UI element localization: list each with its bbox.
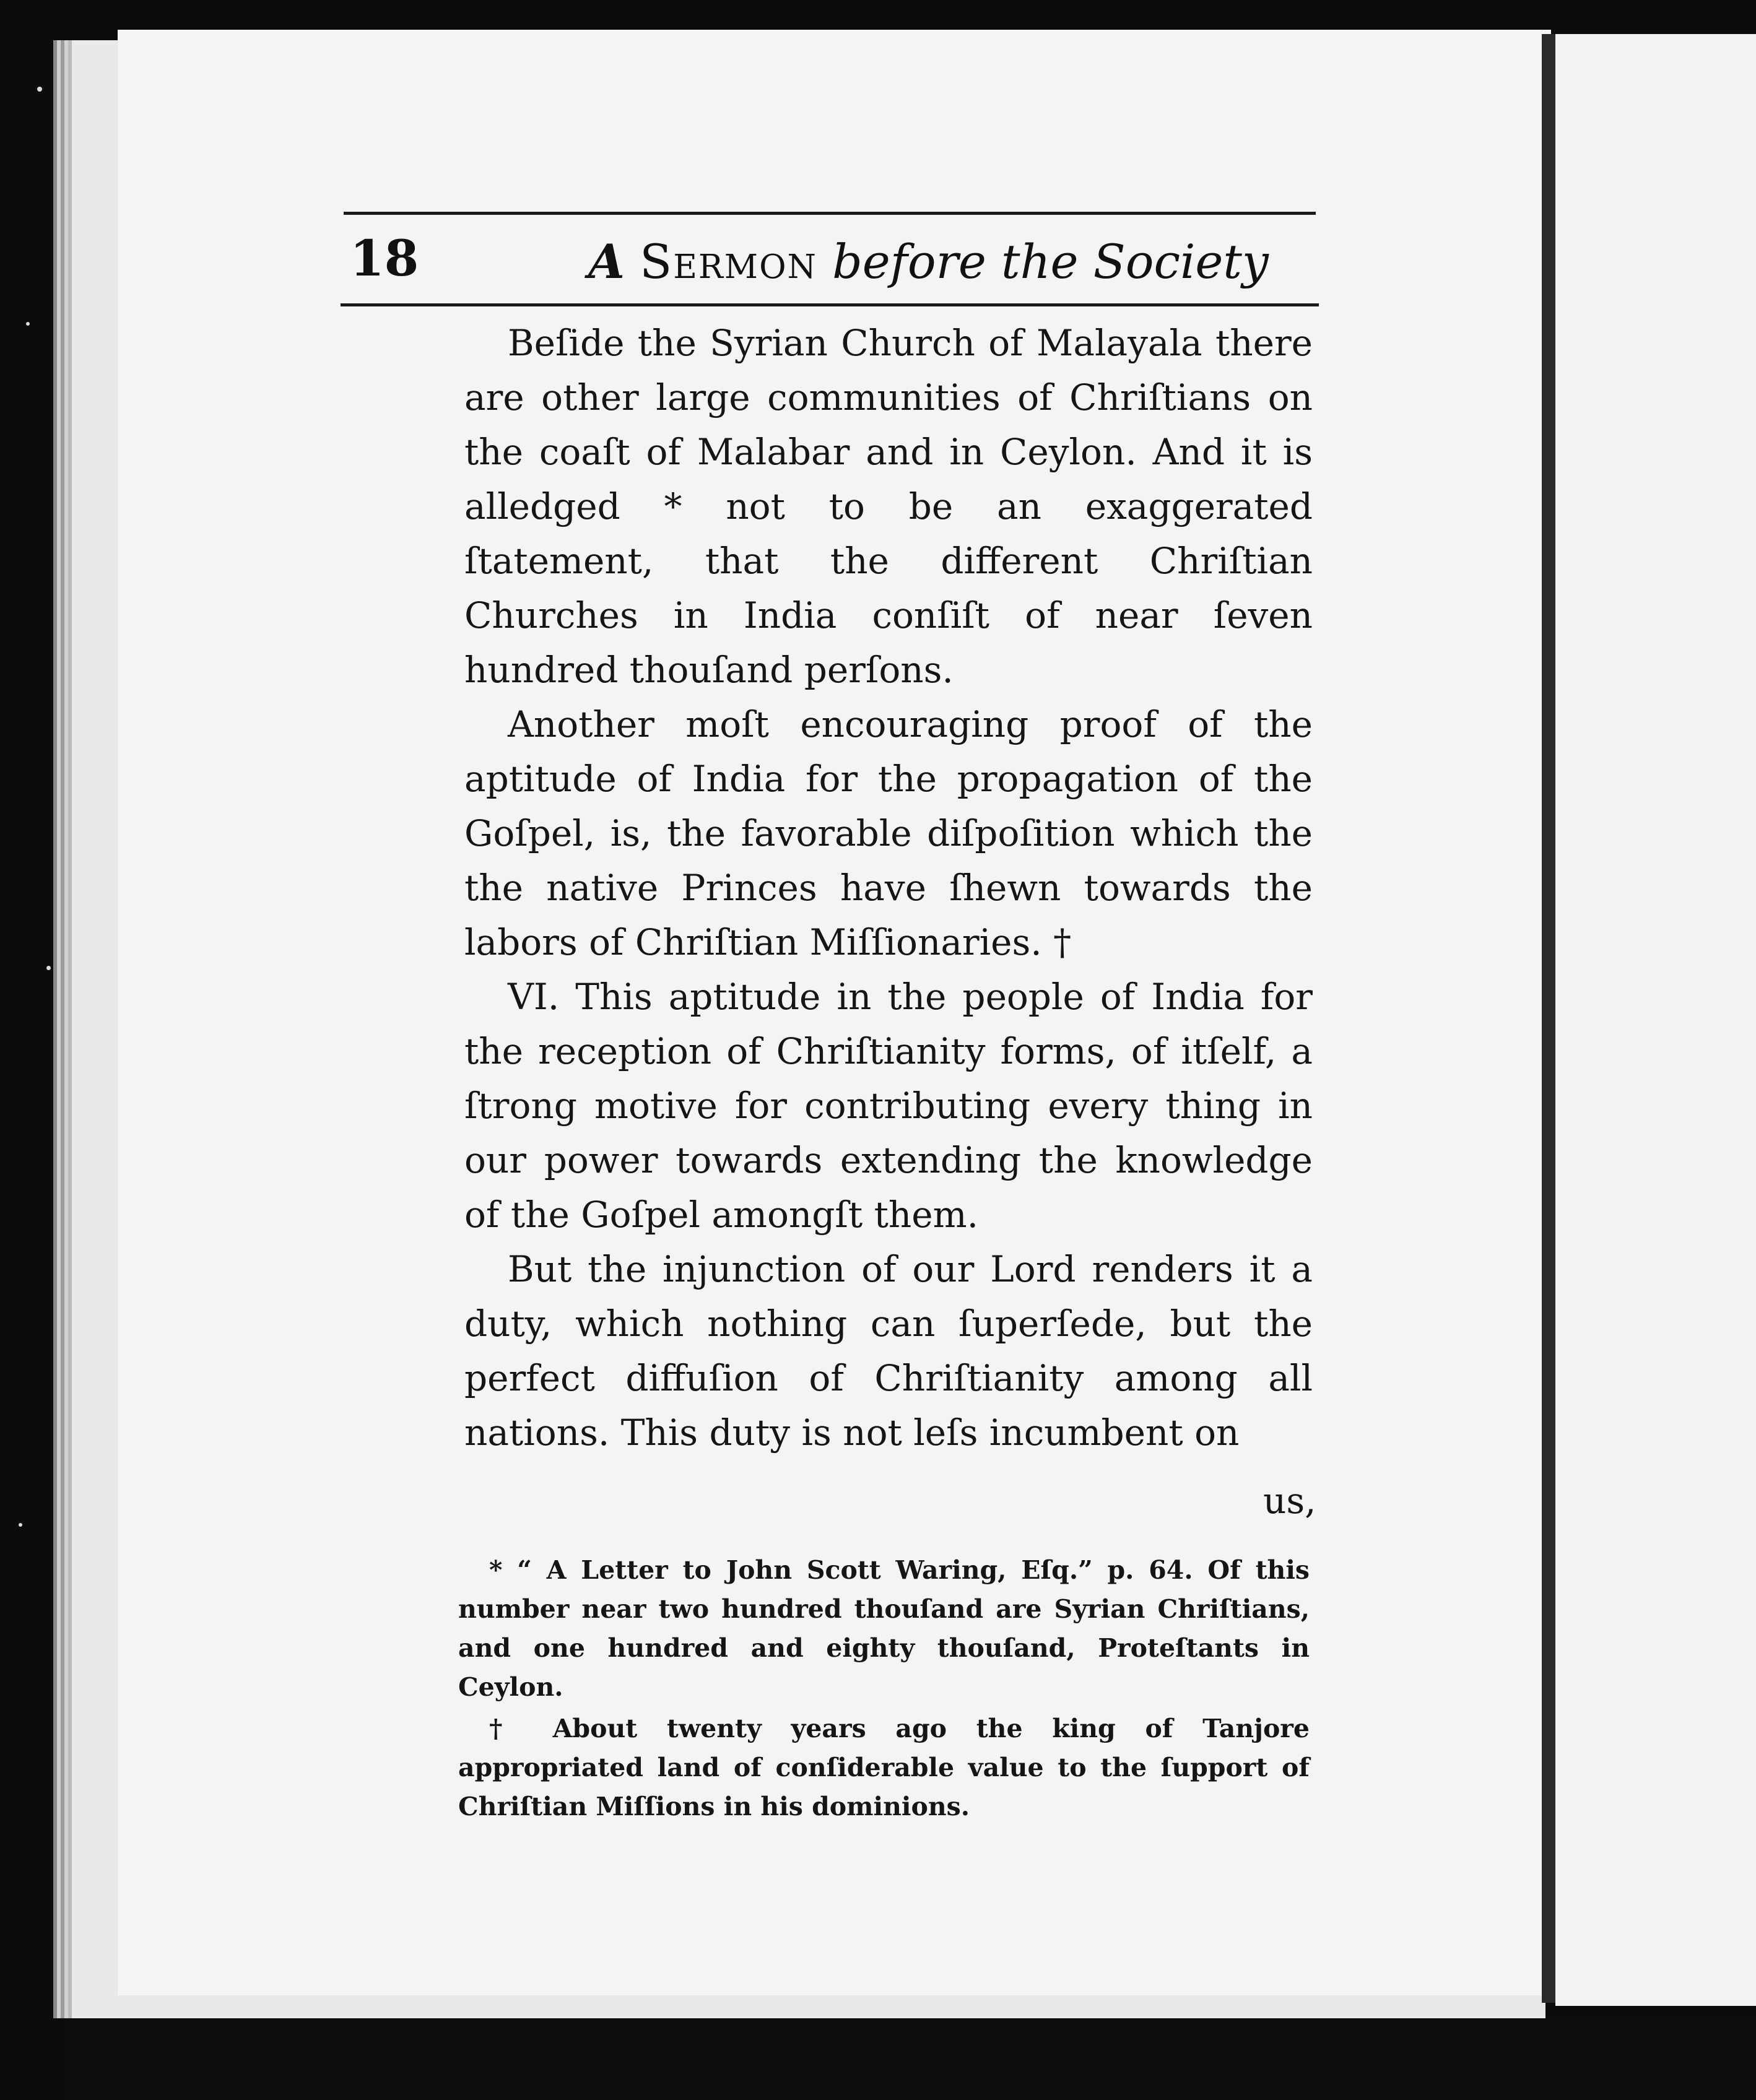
body-text	[464, 316, 1313, 1460]
paragraph: Another moſt encouraging proof of the aptitude of India for the propagation of the Goſpel, is, the favorable diſpoſition which the the native Princes have ſhewn towards the labors of Chriſtian Miſſionaries. †	[464, 703, 1313, 963]
dust-speck	[19, 1523, 22, 1527]
paragraph: VI. This aptitude in the people of India for the reception of Chriſtianity forms, of itſelf, a ſtrong motive for contributing every thing in our power towards extending the knowledge of the Goſpel amongſt them.	[464, 976, 1313, 1236]
facing-page	[1555, 34, 1756, 2006]
footnote: * “ A Letter to John Scott Waring, Eſq.” p. 64. Of this number near two hundred thouſand are Syrian Chriſtians, and one hundred and eighty thouſand, Proteſtants in Ceylon.	[458, 1555, 1310, 1702]
dust-speck	[37, 87, 42, 92]
running-head-article: A	[588, 234, 625, 289]
dust-speck	[46, 966, 51, 970]
book-gutter	[1542, 34, 1555, 2003]
paragraph: But the injunction of our Lord renders it a duty, which nothing can ſuperſede, but the perfect diffuſion of Chriſtianity among all nations. This duty is not leſs incumbent on	[464, 1248, 1313, 1454]
bottom-shadow	[68, 2020, 1756, 2100]
footnotes	[458, 1551, 1310, 1829]
dust-speck	[26, 322, 30, 326]
catchword: us,	[1263, 1480, 1316, 1522]
running-head-rest: before the Society	[832, 234, 1269, 289]
header-rule-top	[344, 212, 1316, 215]
page-number: 18	[350, 229, 419, 287]
footnote: † About twenty years ago the king of Tanjore appropriated land of conſiderable value to the ſupport of Chriſtian Miſſions in his dominions.	[458, 1714, 1310, 1821]
running-head	[588, 234, 1269, 289]
running-head-sermon: Sermon	[640, 234, 817, 289]
paragraph: Beſide the Syrian Church of Malayala there are other large communities of Chriſtians on the coaſt of Malabar and in Ceylon. And it is alledged * not to be an exaggerated ſtatement, that the different Chriſtian Churches in India conſiſt of near ſeven hundred thouſand perſons.	[464, 322, 1313, 691]
header-rule-bottom	[341, 303, 1319, 306]
